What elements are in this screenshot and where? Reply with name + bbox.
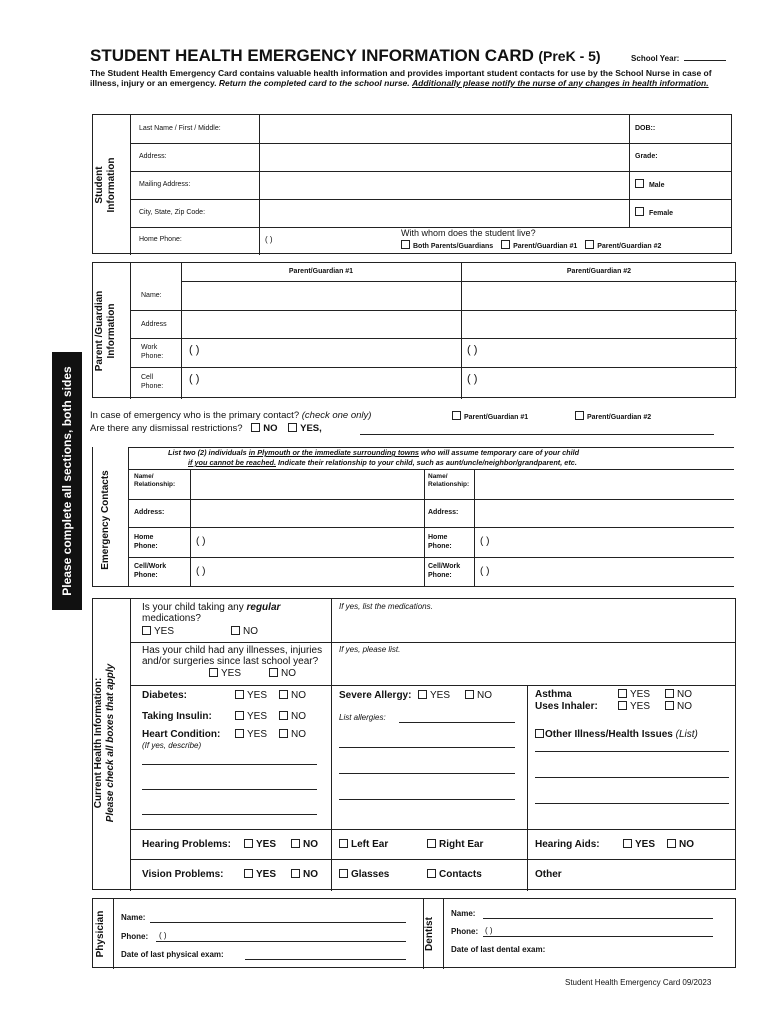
school-year-field[interactable] (684, 60, 726, 61)
glasses-checkbox[interactable] (339, 869, 348, 878)
heart-line-1[interactable] (142, 764, 317, 765)
health-section (92, 598, 736, 890)
parent-name-label: Name: (141, 292, 162, 299)
right-ear-checkbox[interactable] (427, 839, 436, 848)
inhaler-yes-checkbox[interactable] (618, 701, 627, 710)
dismissal-row (90, 423, 322, 434)
parent1-cell-phone-field[interactable]: ( ) (189, 373, 200, 385)
parent2-cell-phone-field[interactable]: ( ) (467, 373, 478, 385)
meds-question: Is your child taking any regular medications? (142, 602, 281, 624)
ec1-home-phone-field[interactable]: ( ) (196, 536, 206, 547)
inhaler-no-checkbox[interactable] (665, 701, 674, 710)
heart-yes-checkbox[interactable] (235, 729, 244, 738)
heart-line-3[interactable] (142, 814, 317, 815)
last-name-label: Last Name / First / Middle: (139, 125, 221, 132)
illness-list-label: If yes, please list. (339, 645, 401, 654)
inhaler-no-option[interactable]: NO (665, 701, 692, 712)
allergy-yes-checkbox[interactable] (418, 690, 427, 699)
ec2-home-phone-field[interactable]: ( ) (480, 536, 490, 547)
meds-list-field[interactable] (333, 613, 735, 641)
emergency-section-label: Emergency Contacts (100, 470, 111, 570)
illness-no-checkbox[interactable] (269, 668, 278, 677)
ec2-cell-phone-field[interactable]: ( ) (480, 566, 490, 577)
parent-section-label: Parent /Guardian Information (94, 290, 117, 372)
ec1-cell-phone-field[interactable]: ( ) (196, 566, 206, 577)
live-both-option[interactable]: Both Parents/Guardians (401, 243, 493, 250)
last-name-field[interactable] (260, 116, 628, 142)
insulin-label: Taking Insulin: (142, 711, 212, 722)
dentist-section-label: Dentist (424, 917, 435, 951)
physician-name-field[interactable] (150, 922, 406, 923)
ec1-name-label: Name/ Relationship: (134, 473, 176, 488)
illness-question: Has your child had any illnesses, injuries and/or surgeries since last school year? (142, 645, 323, 667)
meds-yes-checkbox[interactable] (142, 626, 151, 635)
hearing-no-option[interactable]: NO (291, 839, 318, 850)
intro-text (90, 68, 730, 88)
city-field[interactable] (260, 200, 628, 226)
intro-part2: Return the completed card to the school nurse. (218, 78, 410, 88)
dismissal-line[interactable] (360, 434, 714, 435)
dentist-name-label: Name: (451, 909, 476, 918)
other-illness-line-2[interactable] (535, 777, 729, 778)
home-phone-label: Home Phone: (139, 236, 182, 243)
parent1-name-field[interactable] (182, 282, 460, 309)
ec1-home-label: Home Phone: (134, 534, 158, 550)
other-illness-line-3[interactable] (535, 803, 729, 804)
hearing-aids-label: Hearing Aids: (535, 839, 600, 850)
other-illness-option[interactable]: Other Illness/Health Issues (List) (535, 729, 698, 740)
allergy-label: Severe Allergy: (339, 690, 412, 701)
hearing-yes-option[interactable]: YES (244, 839, 276, 850)
side-banner-text: Please complete all sections, both sides (60, 366, 74, 596)
dismissal-yes-checkbox[interactable] (288, 423, 297, 432)
parent-section (92, 262, 736, 398)
live-question: With whom does the student live? (401, 228, 536, 238)
emergency-instructions-2: if you cannot be reached. Indicate their relationship to your child, such as aunt/uncle/neighbor/grandparent, etc. (188, 458, 577, 467)
primary-p1-checkbox[interactable] (452, 411, 461, 420)
primary-p2-option[interactable]: Parent/Guardian #2 (575, 411, 651, 421)
meds-no-checkbox[interactable] (231, 626, 240, 635)
side-banner (52, 352, 82, 610)
school-year-label: School Year: (631, 54, 680, 63)
left-ear-checkbox[interactable] (339, 839, 348, 848)
asthma-no-option[interactable]: NO (665, 689, 692, 700)
dismissal-question: Are there any dismissal restrictions? (90, 423, 243, 434)
primary-p2-checkbox[interactable] (575, 411, 584, 420)
dismissal-no-option[interactable]: NO (251, 423, 277, 434)
parent1-work-phone-field[interactable]: ( ) (189, 344, 200, 356)
primary-question: In case of emergency who is the primary contact? (90, 410, 300, 421)
asthma-no-checkbox[interactable] (665, 689, 674, 698)
contacts-option[interactable]: Contacts (427, 869, 482, 880)
emergency-instructions-1: List two (2) individuals in Plymouth or the immediate surrounding towns who will assume temporary care of your child (168, 448, 580, 457)
parent1-header: Parent/Guardian #1 (288, 268, 354, 275)
ec2-cell-label: Cell/Work Phone: (428, 563, 461, 579)
header (90, 46, 730, 66)
allergy-line-3[interactable] (339, 773, 515, 774)
diabetes-no-option[interactable]: NO (279, 690, 306, 701)
page-title: STUDENT HEALTH EMERGENCY INFORMATION CARD (90, 46, 534, 65)
asthma-yes-checkbox[interactable] (618, 689, 627, 698)
parent2-header: Parent/Guardian #2 (566, 268, 632, 275)
live-p1-checkbox[interactable] (501, 240, 510, 249)
female-checkbox[interactable] (635, 207, 644, 216)
parent2-work-phone-field[interactable]: ( ) (467, 344, 478, 356)
primary-note: (check one only) (301, 410, 372, 421)
illness-no-option[interactable]: NO (269, 668, 296, 679)
live-p2-option[interactable]: Parent/Guardian #2 (585, 243, 661, 250)
physician-exam-field[interactable] (245, 959, 406, 960)
right-ear-option[interactable]: Right Ear (427, 839, 483, 850)
hearing-aids-yes-checkbox[interactable] (623, 839, 632, 848)
diabetes-no-checkbox[interactable] (279, 690, 288, 699)
male-option[interactable]: Male (635, 179, 665, 189)
physician-phone-field[interactable]: ( ) (159, 931, 167, 940)
heart-note: (If yes, describe) (142, 741, 202, 750)
mailing-address-label: Mailing Address: (139, 181, 191, 188)
heart-no-option[interactable]: NO (279, 729, 306, 740)
heart-yes-option[interactable]: YES (235, 729, 267, 740)
dentist-phone-field[interactable]: ( ) (485, 926, 493, 935)
student-section-label: Student Information (94, 157, 117, 213)
physician-section-label: Physician (95, 910, 106, 958)
live-both-checkbox[interactable] (401, 240, 410, 249)
ec1-cell-label: Cell/Work Phone: (134, 563, 167, 579)
hearing-aids-no-checkbox[interactable] (667, 839, 676, 848)
parent2-address-field[interactable] (462, 311, 736, 337)
hearing-aids-no-option[interactable]: NO (667, 839, 694, 850)
hearing-no-checkbox[interactable] (291, 839, 300, 848)
allergy-line-1[interactable] (399, 722, 515, 723)
diabetes-yes-checkbox[interactable] (235, 690, 244, 699)
intro-part3: Additionally please notify the nurse of any changes in health information. (412, 78, 709, 88)
address-field[interactable] (260, 144, 628, 170)
female-option[interactable]: Female (635, 207, 673, 217)
cell-phone-label: Cell Phone: (141, 374, 164, 390)
dentist-name-field[interactable] (483, 918, 713, 919)
home-phone-field[interactable]: ( ) (265, 235, 273, 244)
asthma-yes-option[interactable]: YES (618, 689, 650, 700)
left-ear-option[interactable]: Left Ear (339, 839, 388, 850)
dob-label: DOB:: (635, 125, 656, 132)
heart-label: Heart Condition: (142, 729, 221, 740)
meds-no-option[interactable]: NO (231, 626, 258, 637)
illness-yes-checkbox[interactable] (209, 668, 218, 677)
primary-contact-row (90, 410, 371, 421)
parent2-name-field[interactable] (462, 282, 736, 309)
emergency-section (92, 447, 736, 587)
live-p2-checkbox[interactable] (585, 240, 594, 249)
allergy-no-checkbox[interactable] (465, 690, 474, 699)
illness-yes-option[interactable]: YES (209, 668, 241, 679)
city-label: City, State, Zip Code: (139, 209, 206, 216)
insulin-yes-checkbox[interactable] (235, 711, 244, 720)
heart-line-2[interactable] (142, 789, 317, 790)
physician-exam-label: Date of last physical exam: (121, 950, 224, 959)
ec1-address-label: Address: (134, 509, 165, 516)
mailing-address-field[interactable] (260, 172, 628, 198)
vision-other-label: Other (535, 869, 562, 880)
vision-no-checkbox[interactable] (291, 869, 300, 878)
grade-label: Grade: (635, 153, 658, 160)
glasses-option[interactable]: Glasses (339, 869, 389, 880)
ec2-name-field[interactable] (475, 470, 733, 498)
male-checkbox[interactable] (635, 179, 644, 188)
other-illness-line-1[interactable] (535, 751, 729, 752)
primary-p1-option[interactable]: Parent/Guardian #1 (452, 411, 528, 421)
work-phone-label: Work Phone: (141, 344, 164, 360)
dentist-phone-label: Phone: (451, 927, 479, 936)
insulin-yes-option[interactable]: YES (235, 711, 267, 722)
intro-part1: The Student Health Emergency Card contains valuable health information and provides important student contacts for use by the School Nurse in case of illness, injury or an emergency. (90, 68, 712, 88)
dentist-exam-label: Date of last dental exam: (451, 945, 546, 954)
list-allergies-label: List allergies: (339, 713, 386, 722)
physician-phone-label: Phone: (121, 932, 149, 941)
footer-text: Student Health Emergency Card 09/2023 (565, 978, 712, 987)
ec1-address-field[interactable] (191, 500, 423, 526)
address-label: Address: (139, 153, 167, 160)
other-illness-checkbox[interactable] (535, 729, 544, 738)
live-p1-option[interactable]: Parent/Guardian #1 (501, 243, 577, 250)
ec2-address-field[interactable] (475, 500, 733, 526)
hearing-yes-checkbox[interactable] (244, 839, 253, 848)
allergy-no-option[interactable]: NO (465, 690, 492, 701)
allergy-yes-option[interactable]: YES (418, 690, 450, 701)
grade-range: (PreK - 5) (538, 48, 601, 64)
ec2-home-label: Home Phone: (428, 534, 452, 550)
vision-yes-option[interactable]: YES (244, 869, 276, 880)
asthma-label: Asthma (535, 689, 572, 700)
parent-address-label: Address (141, 321, 167, 328)
health-section-label: Current Health Information: Please check all boxes that apply (93, 663, 116, 823)
allergy-line-2[interactable] (339, 747, 515, 748)
student-section (92, 114, 732, 254)
allergy-line-4[interactable] (339, 799, 515, 800)
heart-no-checkbox[interactable] (279, 729, 288, 738)
diabetes-label: Diabetes: (142, 690, 188, 701)
insulin-no-checkbox[interactable] (279, 711, 288, 720)
contacts-checkbox[interactable] (427, 869, 436, 878)
dismissal-no-checkbox[interactable] (251, 423, 260, 432)
illness-list-field[interactable] (333, 656, 735, 684)
physician-name-label: Name: (121, 913, 146, 922)
dismissal-yes-option[interactable]: YES, (288, 423, 322, 434)
hearing-label: Hearing Problems: (142, 839, 231, 850)
diabetes-yes-option[interactable]: YES (235, 690, 267, 701)
ec2-name-label: Name/ Relationship: (428, 473, 470, 488)
live-options (401, 240, 661, 250)
inhaler-yes-option[interactable]: YES (618, 701, 650, 712)
physician-dentist-section (92, 898, 736, 968)
inhaler-label: Uses Inhaler: (535, 701, 598, 712)
meds-yes-option[interactable]: YES (142, 626, 174, 637)
vision-no-option[interactable]: NO (291, 869, 318, 880)
vision-yes-checkbox[interactable] (244, 869, 253, 878)
ec1-name-field[interactable] (191, 470, 423, 498)
hearing-aids-yes-option[interactable]: YES (623, 839, 655, 850)
vision-label: Vision Problems: (142, 869, 224, 880)
ec2-address-label: Address: (428, 509, 459, 516)
meds-list-label: If yes, list the medications. (339, 602, 433, 611)
insulin-no-option[interactable]: NO (279, 711, 306, 722)
parent1-address-field[interactable] (182, 311, 460, 337)
